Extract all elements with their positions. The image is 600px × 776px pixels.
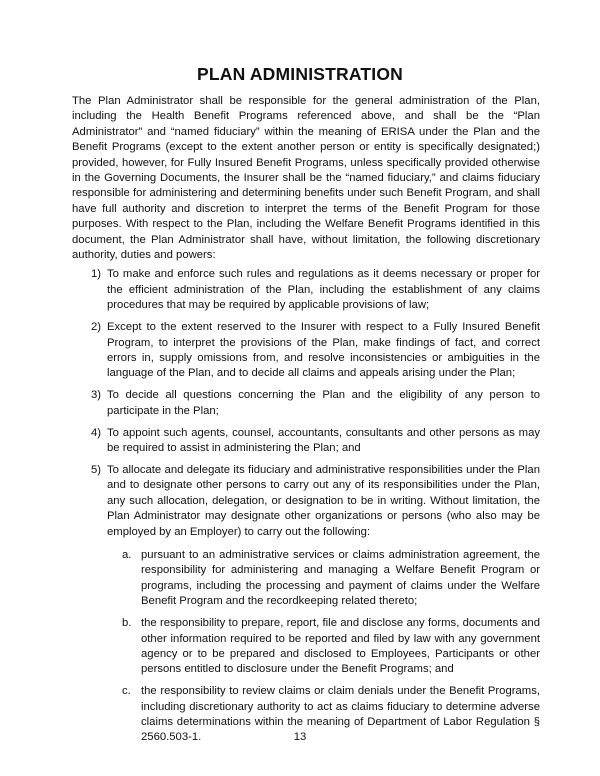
list-item [72,426,540,457]
sublist-item-marker: a. [122,548,132,561]
sublist-item-text: pursuant to an administrative services or claims administration agreement, the responsibility for administering and managing a Welfare Benefit Program or programs, including the processing and payment of claims under the Welfare Benefit Program and the recordkeeping related thereto; [141,548,540,608]
list-item-marker: 3) [91,389,102,402]
page-number: 13 [293,731,307,743]
list-item-text: To appoint such agents, counsel, accountants, consultants and other persons as may be required to assist in administering the Plan; and [107,426,540,455]
sublist-item [107,548,540,610]
sublist-item-text: the responsibility to prepare, report, file and disclose any forms, documents and other information required to be reported and filed by law with any government agency or to be prepared and disclosed to Employees, Participants or other persons entitled to disclosure under the Benefit Programs; and [141,617,540,676]
document-body [72,94,540,752]
numbered-list [72,267,540,745]
list-item-text: To make and enforce such rules and regulations as it deems necessary or proper for the efficient administration of the Plan, including the establishment of any claims procedures that may be required by applicable provisions of law; [107,268,540,312]
list-item-marker: 2) [91,321,102,334]
list-item-marker: 5) [91,463,102,476]
list-item [72,388,540,419]
list-item-text: To decide all questions concerning the Plan and the eligibility of any person to participate in the Plan; [107,389,540,417]
list-item [72,320,540,382]
page-title: PLAN ADMINISTRATION [196,64,403,84]
sublist-item-marker: b. [122,617,132,630]
intro-paragraph: The Plan Administrator shall be responsible for the general administration of the Plan, including the Health Benefit Programs referenced above, and shall be the “Plan Administrator” and “named fiduciary” within the meaning of ERISA under the Plan and the Benefit Programs (except to the extent another person or entity is specifically designated;) provided, however, for Fully Insured Benefit Programs, unless specifically provided otherwise in the Governing Documents, the Insurer shall be the “named fiduciary,” and claims fiduciary responsible for administering and determining benefits under such Benefit Program, and shall have full authority and discretion to interpret the terms of the Benefit Program for those purposes. With respect to the Plan, including the Welfare Benefit Programs identified in this document, the Plan Administrator shall have, without limitation, the following discretionary authority, duties and powers: [72,95,540,262]
list-item [72,267,540,313]
list-item-marker: 4) [91,426,102,439]
sublist-item-text: the responsibility to review claims or claim denials under the Benefit Programs, including discretionary authority to act as claims fiduciary to determine adverse claims determinations within the meaning of Department of Labor Regulation § 2560.503-1. [141,685,540,744]
sublist-item-marker: c. [122,685,131,698]
list-item [72,463,540,746]
list-item-text: Except to the extent reserved to the Insurer with respect to a Fully Insured Benefit Program, to interpret the provisions of the Plan, make findings of fact, and correct errors in, supply omissions from, and resolve inconsistencies or ambiguities in the language of the Plan, and to decide all claims and appeals arising under the Plan; [107,321,540,380]
list-item-marker: 1) [91,268,102,281]
sublist-item [107,616,540,678]
lettered-sublist [107,548,540,746]
list-item-text: To allocate and delegate its fiduciary and administrative responsibilities under the Plan and to designate other persons to carry out any of its responsibilities under the Plan, any such allocation, delegation, or designation to be in writing. Without limitation, the Plan Administrator may designate other organizations or persons (who also may be employed by an Employer) to carry out the following: [107,463,540,538]
